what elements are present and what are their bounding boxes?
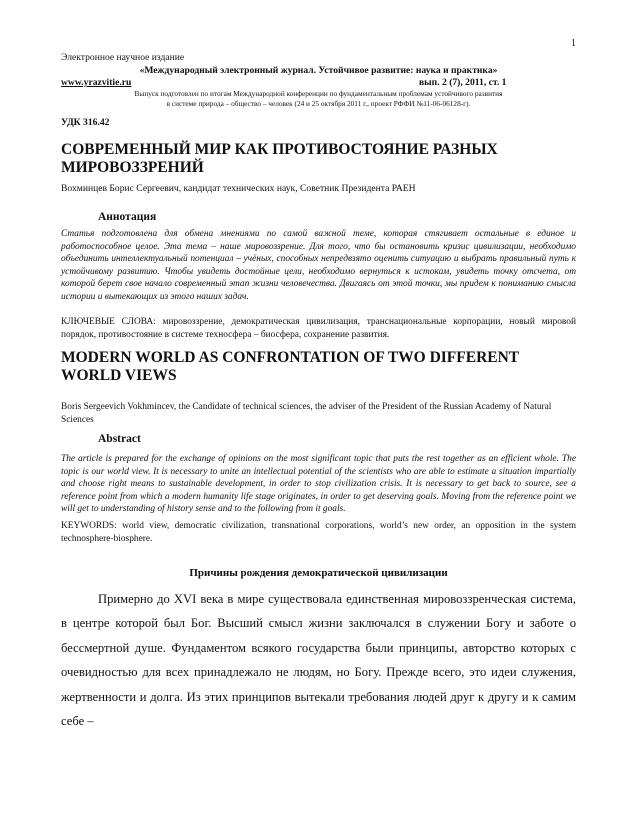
conference-note-line: в системе природа – общество – человек (24 и 25 октября 2011 г., проект РФФИ №11-06-06128-г). [166, 99, 471, 108]
article-title-ru: СОВРЕМЕННЫЙ МИР КАК ПРОТИВОСТОЯНИЕ РАЗНЫХ МИРОВОЗЗРЕНИЙ [61, 141, 498, 176]
journal-name: «Международный электронный журнал. Устойчивое развитие: наука и практика» [139, 65, 498, 76]
article-title-en: MODERN WORLD AS CONFRONTATION OF TWO DIFFERENT WORLD VIEWS [61, 349, 519, 384]
author-ru: Вохминцев Борис Сергеевич, кандидат технических наук, Советник Президента РАЕН [61, 183, 416, 194]
keywords-en: KEYWORDS: world view, democratic civilization, transnational corporations, world’s new order, an opposition in the system technosphere-biosphere. [61, 521, 576, 544]
website-link[interactable]: www.yrazvitie.ru [61, 77, 132, 88]
conference-note [61, 89, 576, 109]
body-paragraph: Примерно до XVI века в мире существовала единственная мировоззренческая система, в центре которой был Бог. Высший смысл жизни заключался в служении Богу и заботе о бессмертной душе. Фундаментом всякого государства были принципы, авторство которых с очевидностью для всех принадлежало не людям, но Богу. Прежде всего, это идеи служения, жертвенности и долга. Из этих принципов вытекали требования людей друг к другу и к самим себе – [61, 592, 576, 729]
annotation-ru: Статья подготовлена для обмена мнениями по самой важной теме, которая стягивает остальные в единое и работоспособное целое. Эта тема – наше мировоззрение. Для того, что бы остановить кризис цивилизации, необходимо объединить интеллектуальный потенциал – учёных, способных непредвзято оценить ситуацию и выбрать правильный путь к устойчивому развитию. Чтобы увидеть достойные цели, необходимо вернуться к истокам, увидеть точку отсчета, от которой берет свое начало современный этап жизни человечества. Двигаясь от этой точки, мы придем к пониманию смысла истории и вытекающих из этого наших задач. [61, 229, 576, 302]
edition-type: Электронное научное издание [61, 52, 185, 63]
journal-info-line [61, 77, 576, 88]
annotation-heading: Аннотация [98, 211, 157, 223]
abstract-en: The article is prepared for the exchange of opinions on the most significant topic that puts the rest together as an efficient whole. The topic is our world view. It is necessary to unite an intellectual potential of the scientists who are able to estimate a situation impartially and choose right means to sustainable development, in order to stop civilization crisis. It is necessary to get back to source, see a reference point from which a modern humanity life stage originates, in order to get deserving goals. Moving from the reference point we will get to understanding of history sense and to the following from it goals. [61, 454, 576, 515]
abstract-heading: Abstract [98, 433, 141, 445]
keywords-ru: КЛЮЧЕВЫЕ СЛОВА: мировоззрение, демократическая цивилизация, транснациональные корпорации, новый мировой порядок, противостояние в системе техносфера – биосфера, сохранение развития. [61, 317, 576, 340]
udk-code: УДК 316.42 [61, 117, 110, 128]
section-heading: Причины рождения демократической цивилизации [189, 567, 448, 579]
author-en: Boris Sergeevich Vokhmincev, the Candidate of technical sciences, the adviser of the President of the Russian Academy of Natural Sciences [61, 402, 552, 425]
document-page [61, 0, 576, 820]
conference-note-line: Выпуск подготовлен по итогам Международной конференции по фундаментальным проблемам устойчивого развития [134, 89, 503, 98]
issue-number: вып. 2 (7), 2011, ст. 1 [419, 77, 507, 88]
page-number: 1 [571, 38, 576, 49]
